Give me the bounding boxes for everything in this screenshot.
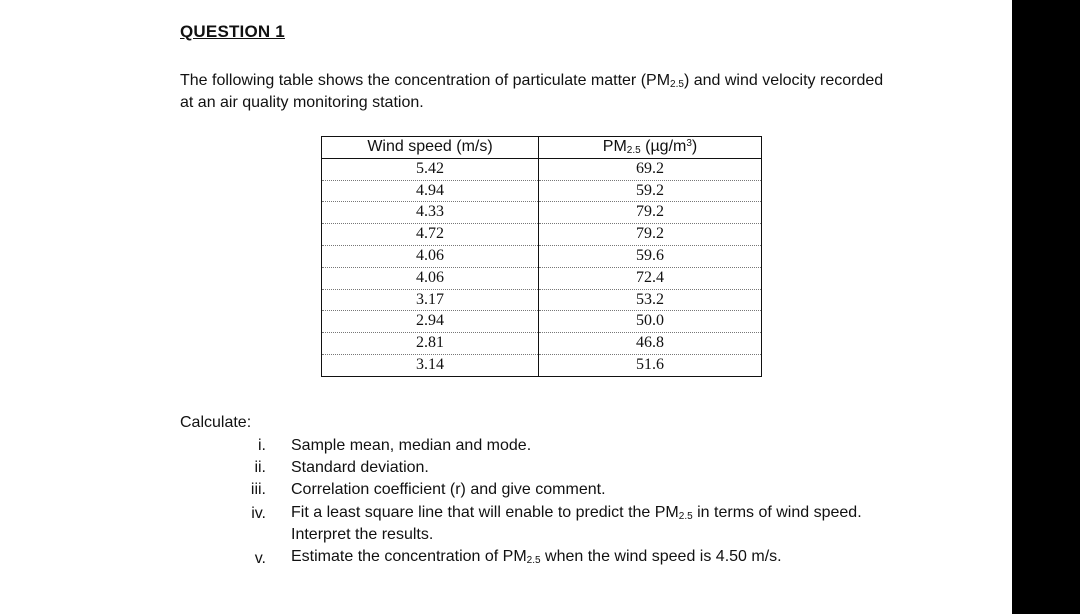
table-row xyxy=(322,289,762,311)
pm25-cell: 53.2 xyxy=(539,289,762,311)
wind-speed-cell: 2.94 xyxy=(322,311,539,333)
table-row xyxy=(322,354,762,376)
table-row xyxy=(322,158,762,180)
header-pm25 xyxy=(539,137,762,159)
table-row xyxy=(322,224,762,246)
task-number: iii. xyxy=(250,481,266,498)
wind-speed-cell: 2.81 xyxy=(322,333,539,355)
header-pm-close: ) xyxy=(691,138,698,155)
task-text-a: Estimate the concentration of PM xyxy=(291,548,527,565)
task-text-b: when the wind speed is 4.50 m/s. xyxy=(540,548,782,565)
wind-speed-cell: 3.14 xyxy=(322,354,539,376)
table-row xyxy=(322,180,762,202)
wind-speed-cell: 4.33 xyxy=(322,202,539,224)
wind-speed-cell: 4.06 xyxy=(322,245,539,267)
task-text-b: in terms of wind speed. Interpret the results. xyxy=(291,504,862,543)
task-number: i. xyxy=(258,437,266,454)
wind-speed-cell: 5.42 xyxy=(322,158,539,180)
pm25-cell: 46.8 xyxy=(539,333,762,355)
wind-speed-cell: 3.17 xyxy=(322,289,539,311)
task-number: iv. xyxy=(251,505,266,522)
header-pm-prefix: PM xyxy=(602,138,627,155)
task-number: v. xyxy=(254,550,266,567)
calculate-label: Calculate: xyxy=(180,414,252,431)
question-intro xyxy=(180,70,900,114)
task-text xyxy=(291,546,911,568)
table-header-row xyxy=(322,137,762,159)
pm25-cell: 50.0 xyxy=(539,311,762,333)
pm25-cell: 59.6 xyxy=(539,245,762,267)
pm25-cell: 69.2 xyxy=(539,158,762,180)
table-row xyxy=(322,333,762,355)
task-subscript: 2.5 xyxy=(678,511,693,522)
pm25-cell: 79.2 xyxy=(539,224,762,246)
pm25-cell: 79.2 xyxy=(539,202,762,224)
question-heading: QUESTION 1 xyxy=(180,22,285,41)
intro-subscript: 2.5 xyxy=(670,79,684,90)
task-number: ii. xyxy=(254,459,266,476)
header-wind-speed: Wind speed (m/s) xyxy=(322,137,539,159)
task-text: Standard deviation. xyxy=(291,459,429,476)
wind-speed-cell: 4.06 xyxy=(322,267,539,289)
table-row xyxy=(322,311,762,333)
table-row xyxy=(322,267,762,289)
header-pm-sup: 3 xyxy=(686,138,692,149)
task-text: Correlation coefficient (r) and give comment. xyxy=(291,481,606,498)
task-text-a: Fit a least square line that will enable to predict the PM xyxy=(291,504,679,521)
task-text: Sample mean, median and mode. xyxy=(291,437,532,454)
header-pm-unit: (µg/m xyxy=(640,138,687,155)
pm25-cell: 72.4 xyxy=(539,267,762,289)
pm25-cell: 51.6 xyxy=(539,354,762,376)
data-table xyxy=(321,136,762,377)
intro-text-b: ) and wind velocity recorded at an air quality monitoring station. xyxy=(180,72,884,111)
table-row xyxy=(322,202,762,224)
task-subscript: 2.5 xyxy=(526,555,541,566)
intro-text-a: The following table shows the concentration of particulate matter (PM xyxy=(180,72,671,89)
task-text xyxy=(291,502,901,546)
pm25-cell: 59.2 xyxy=(539,180,762,202)
header-pm-sub: 2.5 xyxy=(626,145,641,156)
wind-speed-cell: 4.72 xyxy=(322,224,539,246)
table-row xyxy=(322,245,762,267)
wind-speed-cell: 4.94 xyxy=(322,180,539,202)
